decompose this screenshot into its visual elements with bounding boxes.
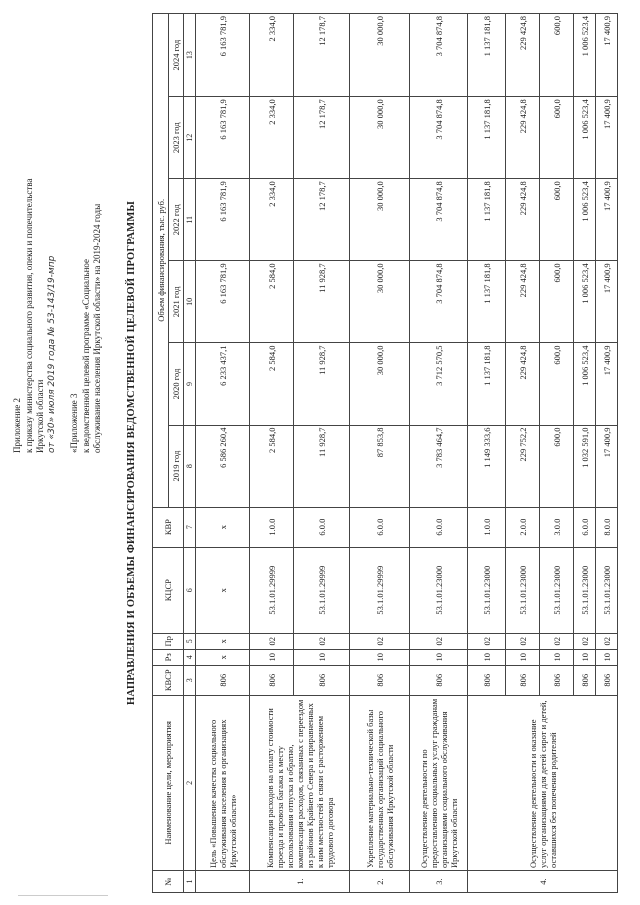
header-line: Приложение 2 xyxy=(12,397,22,453)
cell-value: 1 006 523,4 xyxy=(574,14,596,97)
cell-value: 229 424,8 xyxy=(506,343,540,425)
table-row xyxy=(196,14,250,893)
cell-num: 4. xyxy=(468,870,618,892)
cell-kvsr: 806 xyxy=(506,665,540,695)
cell-kvsr: 806 xyxy=(596,665,618,695)
cell-value: 1 137 181,8 xyxy=(468,261,506,343)
col-header-year: 2020 год xyxy=(169,343,184,425)
cell-rz: 10 xyxy=(596,649,618,665)
col-header-kvsr: КВСР xyxy=(153,665,184,695)
cell-name: Осуществление деятельности по предоставлению социальных услуг гражданам организациями социального обслуживания Иркутской области xyxy=(410,695,468,870)
cell-kvr: 6.0.0 xyxy=(410,507,468,547)
cell-pr: 02 xyxy=(350,633,410,649)
col-header-year: 2019 год xyxy=(169,425,184,507)
cell-value: 1 137 181,8 xyxy=(468,97,506,179)
cell-value: 1 006 523,4 xyxy=(574,343,596,425)
column-number: 13 xyxy=(184,14,196,97)
cell-name: Осуществление деятельности и оказание услуг организациями для детей сирот и детей, оставшихся без попечения родителей xyxy=(468,695,618,870)
cell-value: 1 006 523,4 xyxy=(574,97,596,179)
col-header-year: 2024 год xyxy=(169,14,184,97)
cell-value: 3 704 874,8 xyxy=(410,261,468,343)
column-number: 12 xyxy=(184,97,196,179)
cell-pr: 02 xyxy=(540,633,574,649)
cell-value: 6 163 781,9 xyxy=(196,179,250,261)
cell-value: 6 163 781,9 xyxy=(196,14,250,97)
col-header-rz: Рз xyxy=(153,649,184,665)
cell-value: 6 163 781,9 xyxy=(196,97,250,179)
cell-kvr: 1.0.0 xyxy=(468,507,506,547)
cell-rz: 10 xyxy=(540,649,574,665)
cell-value: 17 400,9 xyxy=(596,14,618,97)
cell-value: 11 928,7 xyxy=(294,425,350,507)
cell-value: 2 334,0 xyxy=(250,97,294,179)
cell-value: 30 000,0 xyxy=(350,179,410,261)
cell-value: 2 334,0 xyxy=(250,14,294,97)
cell-kcsr: 53.1.01.29999 xyxy=(294,547,350,633)
cell-value: 1 137 181,8 xyxy=(468,179,506,261)
cell-value: 17 400,9 xyxy=(596,97,618,179)
header-line: «Приложение 3 xyxy=(69,393,79,453)
header-line: Иркутской области xyxy=(35,379,45,453)
cell-pr: 02 xyxy=(410,633,468,649)
document-title: НАПРАВЛЕНИЯ И ОБЪЕМЫ ФИНАНСИРОВАНИЯ ВЕДОМСТВЕННОЙ ЦЕЛЕВОЙ ПРОГРАММЫ xyxy=(126,200,137,706)
cell-kvr: 2.0.0 xyxy=(506,507,540,547)
cell-kvsr: 806 xyxy=(540,665,574,695)
col-header-funding: Объем финансирования, тыс. руб. xyxy=(153,14,169,508)
cell-value: 600,0 xyxy=(540,343,574,425)
column-number: 11 xyxy=(184,179,196,261)
cell-value: 2 334,0 xyxy=(250,179,294,261)
cell-kvsr: 806 xyxy=(574,665,596,695)
cell-value: 12 178,7 xyxy=(294,14,350,97)
cell-name: Компенсация расходов на оплату стоимости проезда и провоза багажа к месту использования отпуска и обратно, компенсация расходов, связанных с переездом из районов Крайнего Севера и приравненных к ним местностей в связи с расторжением трудового договора xyxy=(250,695,350,870)
cell-pr: 02 xyxy=(596,633,618,649)
cell-kvr: 6.0.0 xyxy=(294,507,350,547)
cell-rz: 10 xyxy=(250,649,294,665)
cell-value: 2 584,0 xyxy=(250,343,294,425)
column-number: 9 xyxy=(184,343,196,425)
cell-value: 600,0 xyxy=(540,14,574,97)
cell-value: 2 584,0 xyxy=(250,425,294,507)
table-row xyxy=(468,14,506,893)
cell-value: 229 424,8 xyxy=(506,14,540,97)
cell-kvsr: 806 xyxy=(410,665,468,695)
cell-num: 2. xyxy=(350,870,410,892)
header-line: к приказу министерства социального развития, опеки и попечительства xyxy=(23,178,34,453)
cell-value: 1 032 591,0 xyxy=(574,425,596,507)
cell-rz: х xyxy=(196,649,250,665)
cell-kvr: 8.0.0 xyxy=(596,507,618,547)
appendix-header xyxy=(12,23,104,453)
cell-value: 3 704 874,8 xyxy=(410,179,468,261)
cell-value: 30 000,0 xyxy=(350,14,410,97)
col-header-pr: Пр xyxy=(153,633,184,649)
cell-value: 229 424,8 xyxy=(506,179,540,261)
cell-pr: 02 xyxy=(250,633,294,649)
cell-value: 6 586 260,4 xyxy=(196,425,250,507)
cell-value: 3 704 874,8 xyxy=(410,14,468,97)
cell-value: 1 006 523,4 xyxy=(574,179,596,261)
cell-value: 87 853,8 xyxy=(350,425,410,507)
cell-kvsr: 806 xyxy=(294,665,350,695)
col-header-name: Наименование цели, мероприятия xyxy=(153,695,184,870)
cell-kvsr: 806 xyxy=(250,665,294,695)
cell-value: 30 000,0 xyxy=(350,261,410,343)
cell-value: 30 000,0 xyxy=(350,343,410,425)
cell-value: 3 783 464,7 xyxy=(410,425,468,507)
header-line: к ведомственной целевой программе «Социальное xyxy=(80,258,91,453)
cell-value: 1 006 523,4 xyxy=(574,261,596,343)
cell-value: 17 400,9 xyxy=(596,425,618,507)
cell-value: 6 163 781,9 xyxy=(196,261,250,343)
cell-value: 17 400,9 xyxy=(596,261,618,343)
cell-value: 12 178,7 xyxy=(294,179,350,261)
cell-pr: 02 xyxy=(506,633,540,649)
cell-value: 12 178,7 xyxy=(294,97,350,179)
cell-name: Цель «Повышение качества социального обслуживания населения в организациях Иркутской области» xyxy=(196,695,250,870)
scan-edge-line xyxy=(18,895,108,896)
cell-num: 3. xyxy=(410,870,468,892)
cell-kcsr: 53.1.01.23000 xyxy=(596,547,618,633)
table-row xyxy=(250,14,294,893)
cell-kcsr: 53.1.01.23000 xyxy=(506,547,540,633)
cell-kvr: 6.0.0 xyxy=(350,507,410,547)
cell-value: 17 400,9 xyxy=(596,343,618,425)
header-line: обслуживание населения Иркутской области» на 2019-2024 годы xyxy=(92,203,102,453)
column-number: 2 xyxy=(184,695,196,870)
cell-kcsr: 53.1.01.23000 xyxy=(540,547,574,633)
table-row xyxy=(410,14,468,893)
cell-value: 600,0 xyxy=(540,97,574,179)
cell-pr: 02 xyxy=(468,633,506,649)
cell-value: 11 928,7 xyxy=(294,261,350,343)
cell-pr: 02 xyxy=(294,633,350,649)
cell-kcsr: х xyxy=(196,547,250,633)
cell-value: 1 137 181,8 xyxy=(468,14,506,97)
cell-pr: х xyxy=(196,633,250,649)
cell-kvr: 1.0.0 xyxy=(250,507,294,547)
rotated-landscape-content xyxy=(12,13,640,893)
cell-kvsr: 806 xyxy=(468,665,506,695)
column-number: 5 xyxy=(184,633,196,649)
cell-kvr: х xyxy=(196,507,250,547)
cell-name: Укрепление материально-технической базы государственных организаций социального обслуживания Иркутской области xyxy=(350,695,410,870)
column-number: 7 xyxy=(184,507,196,547)
column-number: 3 xyxy=(184,665,196,695)
cell-rz: 10 xyxy=(410,649,468,665)
cell-pr: 02 xyxy=(574,633,596,649)
column-number: 10 xyxy=(184,261,196,343)
col-header-kcsr: КЦСР xyxy=(153,547,184,633)
cell-value: 1 137 181,8 xyxy=(468,343,506,425)
col-header-year: 2021 год xyxy=(169,261,184,343)
cell-kcsr: 53.1.01.29999 xyxy=(250,547,294,633)
cell-num xyxy=(196,870,250,892)
cell-value: 229 424,8 xyxy=(506,261,540,343)
cell-value: 600,0 xyxy=(540,261,574,343)
cell-value: 3 712 570,5 xyxy=(410,343,468,425)
cell-num: 1. xyxy=(250,870,350,892)
cell-kvr: 3.0.0 xyxy=(540,507,574,547)
cell-kvsr: 806 xyxy=(350,665,410,695)
cell-kcsr: 53.1.01.29999 xyxy=(350,547,410,633)
col-header-num: № xyxy=(153,870,184,892)
column-number: 1 xyxy=(184,870,196,892)
column-number: 8 xyxy=(184,425,196,507)
cell-value: 11 928,7 xyxy=(294,343,350,425)
cell-value: 6 233 437,1 xyxy=(196,343,250,425)
cell-rz: 10 xyxy=(468,649,506,665)
cell-value: 600,0 xyxy=(540,425,574,507)
funding-table xyxy=(152,13,618,893)
cell-rz: 10 xyxy=(294,649,350,665)
header-line-signature: от «30» июля 2019 года № 53-143/19-мпр xyxy=(46,255,57,453)
column-numbering-row xyxy=(184,14,196,893)
cell-rz: 10 xyxy=(350,649,410,665)
cell-value: 3 704 874,8 xyxy=(410,97,468,179)
cell-rz: 10 xyxy=(506,649,540,665)
cell-value: 229 424,8 xyxy=(506,97,540,179)
col-header-year: 2023 год xyxy=(169,97,184,179)
cell-value: 17 400,9 xyxy=(596,179,618,261)
col-header-year: 2022 год xyxy=(169,179,184,261)
cell-value: 229 752,2 xyxy=(506,425,540,507)
cell-kcsr: 53.1.01.23000 xyxy=(410,547,468,633)
column-number: 4 xyxy=(184,649,196,665)
cell-kcsr: 53.1.01.23000 xyxy=(468,547,506,633)
col-header-kvr: КВР xyxy=(153,507,184,547)
cell-value: 1 149 333,6 xyxy=(468,425,506,507)
column-number: 6 xyxy=(184,547,196,633)
cell-value: 2 584,0 xyxy=(250,261,294,343)
table-row xyxy=(350,14,410,893)
cell-value: 600,0 xyxy=(540,179,574,261)
cell-kcsr: 53.1.01.23000 xyxy=(574,547,596,633)
cell-kvr: 6.0.0 xyxy=(574,507,596,547)
cell-value: 30 000,0 xyxy=(350,97,410,179)
cell-kvsr: 806 xyxy=(196,665,250,695)
cell-rz: 10 xyxy=(574,649,596,665)
